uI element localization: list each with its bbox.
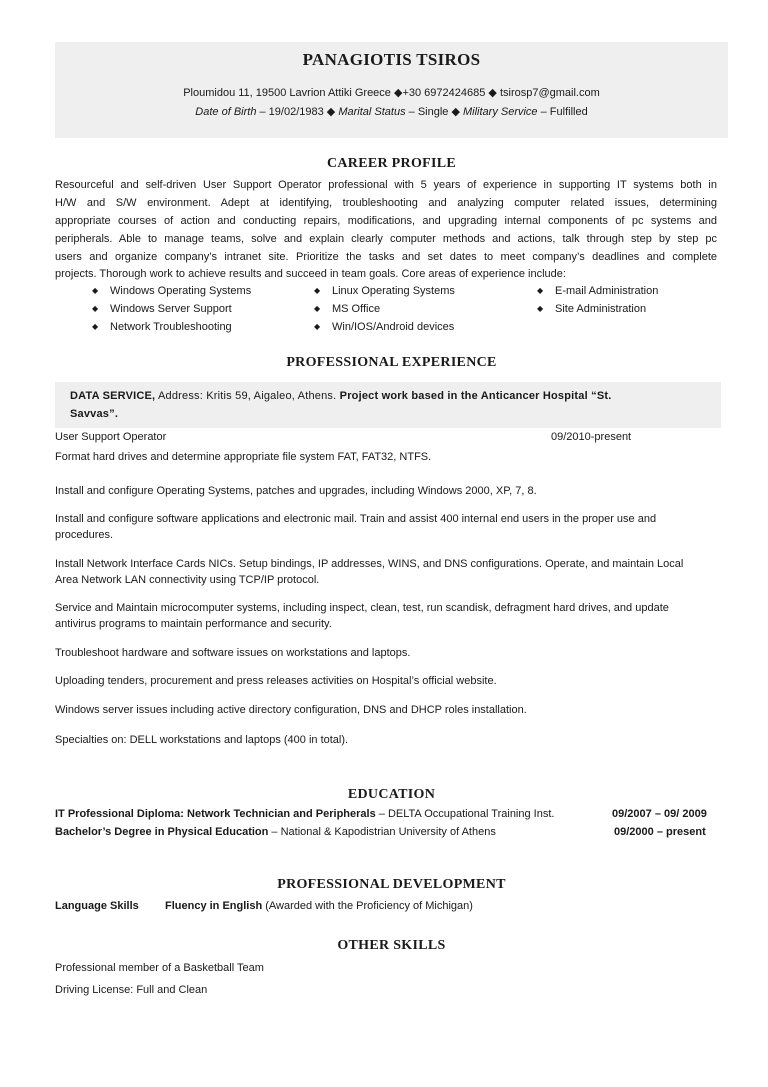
- institution: – National & Kapodistrian University of Athens: [268, 826, 496, 838]
- career-line: projects. Thorough work to achieve results and succeed in team goals. Core areas of experience include:: [55, 268, 566, 280]
- dob-value: 19/02/1983: [268, 106, 324, 118]
- employer-project: Project work based in the Anticancer Hospital “St.: [339, 390, 612, 402]
- bullet-icon: ◆: [537, 304, 544, 313]
- bullet-icon: ◆: [92, 322, 99, 331]
- diamond-icon: ◆: [393, 87, 403, 99]
- degree: Bachelor’s Degree in Physical Education: [55, 826, 269, 838]
- core-area-item: ◆ E-mail Administration: [537, 285, 659, 297]
- education-heading: EDUCATION: [347, 787, 436, 802]
- diamond-icon: ◆: [451, 106, 460, 118]
- core-area-item: ◆ Linux Operating Systems: [314, 285, 455, 297]
- experience-heading: PROFESSIONAL EXPERIENCE: [286, 355, 497, 370]
- duty-line: Install and configure Operating Systems, patches and upgrades, including Windows 2000, XP, 7, 8.: [55, 485, 537, 497]
- job-period: 09/2010-present: [551, 431, 632, 443]
- career-line: H/W and S/W environment. Adept at identifying, troubleshooting and analyzing computer related issues, determining: [55, 197, 717, 209]
- bullet-icon: ◆: [92, 304, 99, 313]
- duty-line: antivirus programs to maintain performance and security.: [55, 618, 332, 630]
- employer-address: Address: Kritis 59, Aigaleo, Athens.: [155, 390, 340, 402]
- bullet-icon: ◆: [537, 286, 544, 295]
- job-role: User Support Operator: [55, 431, 167, 443]
- employer-info: [70, 387, 690, 423]
- personal-info-line: Date of Birth – 19/02/1983 ◆ Marital Status – Single ◆ Military Service – Fulfilled: [195, 106, 588, 118]
- education-item: [55, 808, 554, 820]
- core-area-item: ◆ Win/IOS/Android devices: [314, 321, 455, 333]
- education-period: 09/2007 – 09/ 2009: [612, 808, 707, 820]
- duty-line: procedures.: [55, 529, 114, 541]
- contact-line: [55, 86, 728, 99]
- address: Ploumidou 11, 19500 Lavrion Attiki Greece: [183, 87, 391, 99]
- duty-line: Format hard drives and determine appropriate file system FAT, FAT32, NTFS.: [55, 451, 432, 463]
- other-skill-item: Professional member of a Basketball Team: [55, 962, 264, 974]
- education-period: 09/2000 – present: [614, 826, 706, 838]
- language-skills-label: Language Skills: [55, 900, 139, 912]
- employer-project-cont: Savvas”.: [70, 408, 119, 420]
- duty-line: Area Network LAN connectivity using TCP/IP protocol.: [55, 574, 320, 586]
- core-area-item: ◆ Windows Server Support: [92, 303, 232, 315]
- duty-line: Install Network Interface Cards NICs. Setup bindings, IP addresses, WINS, and DNS configurations. Operate, and maintain Local: [55, 558, 684, 570]
- education-item: [55, 826, 496, 838]
- skill-name: Fluency in English: [165, 900, 263, 912]
- bullet-icon: ◆: [314, 322, 321, 331]
- skill-note: (Awarded with the Proficiency of Michigan): [262, 900, 473, 912]
- career-line: peripherals. Able to manage teams, solve and explain clearly computer methods and actions, talk through step by step pc: [55, 233, 717, 245]
- duty-line: Specialties on: DELL workstations and laptops (400 in total).: [55, 734, 349, 746]
- bullet-icon: ◆: [314, 304, 321, 313]
- language-skill: [165, 900, 473, 912]
- duty-line: Windows server issues including active directory configuration, DNS and DHCP roles installation.: [55, 704, 527, 716]
- diamond-icon: ◆: [488, 87, 497, 99]
- employer-name: DATA SERVICE,: [70, 390, 156, 402]
- core-area-item: ◆ Windows Operating Systems: [92, 285, 252, 297]
- other-skills-heading: OTHER SKILLS: [337, 938, 446, 953]
- duty-line: Install and configure software applications and electronic mail. Train and assist 400 internal end users in the proper use and: [55, 513, 657, 525]
- core-area-item: ◆ MS Office: [314, 303, 381, 315]
- duty-line: Service and Maintain microcomputer systems, including inspect, clean, test, run scandisk, defragment hard drives, and update: [55, 602, 669, 614]
- other-skill-item: Driving License: Full and Clean: [55, 984, 208, 996]
- career-line: users and organize company’s intranet site. Prioritize the tasks and set dates to meet company’s deadlines and complete: [55, 251, 717, 263]
- core-area-item: ◆ Network Troubleshooting: [92, 321, 232, 333]
- email: tsirosp7@gmail.com: [499, 87, 600, 99]
- degree: IT Professional Diploma: Network Technician and Peripherals: [55, 808, 376, 820]
- duty-line: Troubleshoot hardware and software issues on workstations and laptops.: [55, 647, 411, 659]
- military-label: Military Service: [462, 106, 538, 118]
- candidate-name: PANAGIOTIS TSIROS: [302, 50, 481, 69]
- core-area-item: ◆ Site Administration: [537, 303, 647, 315]
- bullet-icon: ◆: [314, 286, 321, 295]
- military-value: Fulfilled: [549, 106, 588, 118]
- marital-value: Single: [417, 106, 449, 118]
- phone: +30 6972424685: [402, 87, 486, 99]
- marital-label: Marital Status: [338, 106, 406, 118]
- dob-label: Date of Birth: [195, 106, 257, 118]
- diamond-icon: ◆: [326, 106, 336, 118]
- development-heading: PROFESSIONAL DEVELOPMENT: [277, 877, 506, 892]
- career-profile-heading: CAREER PROFILE: [326, 156, 457, 171]
- bullet-icon: ◆: [92, 286, 99, 295]
- institution: – DELTA Occupational Training Inst.: [375, 808, 555, 820]
- career-line: Resourceful and self-driven User Support Operator professional with 5 years of experience in supporting IT systems both in: [55, 179, 717, 191]
- career-line: appropriate courses of action and conducting repairs, modifications, and upgrading internal components of pc systems and: [55, 215, 717, 227]
- duty-line: Uploading tenders, procurement and press releases activities on Hospital’s official website.: [55, 675, 497, 687]
